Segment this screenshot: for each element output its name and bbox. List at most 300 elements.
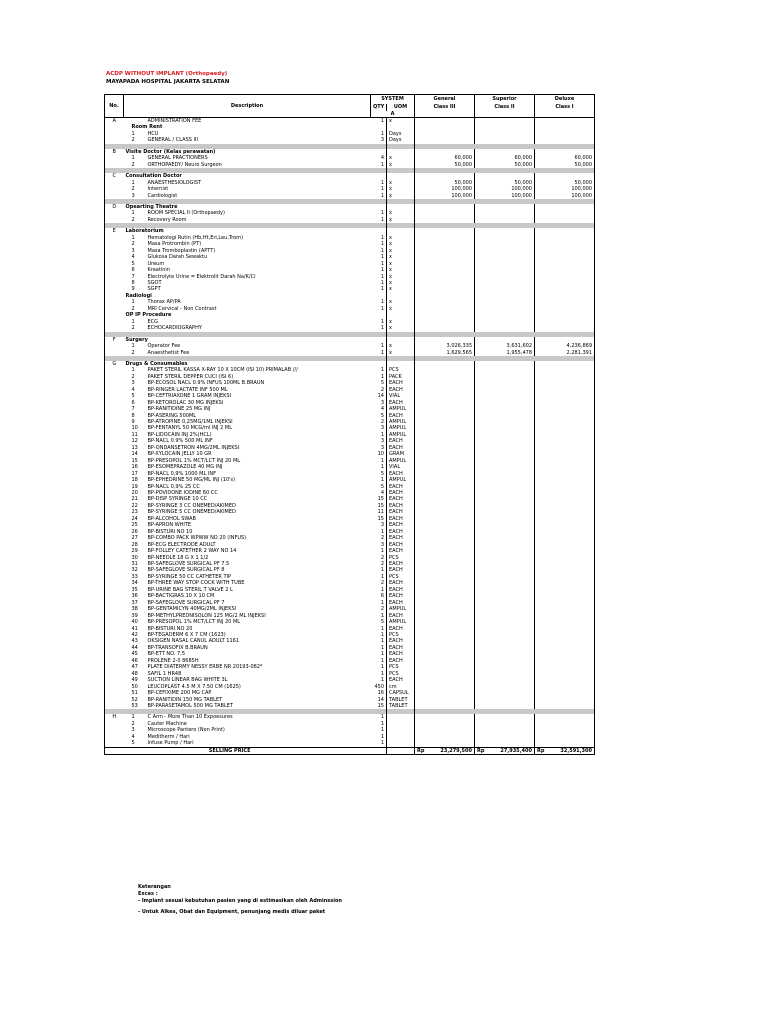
col-deluxe: Deluxe [535, 95, 595, 104]
item-number: 2 [131, 349, 135, 356]
item-number: 44 [131, 644, 138, 651]
item-description: Microscope Pantero (Non Print) [147, 727, 225, 734]
item-number: 16 [131, 464, 138, 471]
item-general: 1,629,565 [446, 349, 472, 356]
item-uom: AMPUL [387, 425, 415, 431]
item-description: BP-XYLOCAIN JELLY 10 GR [147, 451, 212, 458]
item-general: 3,026,335 [446, 343, 472, 350]
item-number: 1 [131, 299, 135, 306]
item-qty: 1 [371, 374, 387, 380]
selling-superior: 27,935,400 [489, 747, 535, 754]
item-description: BP-CEFIXIME 200 MG CAP [147, 690, 212, 697]
item-qty: 1 [371, 367, 387, 373]
item-uom: VIAL [387, 464, 415, 470]
item-uom: EACH [387, 613, 415, 619]
item-uom: EACH [387, 548, 415, 554]
item-uom: EACH [387, 413, 415, 419]
item-qty: 15 [371, 503, 387, 509]
section-letter: H [105, 714, 124, 720]
item-qty: 1 [371, 241, 387, 247]
item-number: 2 [131, 305, 135, 312]
item-number: 10 [131, 425, 138, 432]
item-description: BP-ATROPINE 0,25MG/1ML INJEKSI [147, 419, 233, 426]
item-description: Internist [147, 186, 169, 193]
item-cell [105, 740, 124, 747]
item-uom: EACH [387, 387, 415, 393]
item-qty: 3 [371, 425, 387, 431]
item-uom: x [387, 325, 415, 331]
item-qty: 1 [371, 254, 387, 260]
item-number: 14 [131, 451, 138, 458]
item-superior: 1,955,478 [506, 349, 532, 356]
item-number: 5 [131, 740, 135, 747]
item-uom: EACH [387, 535, 415, 541]
item-description: Masa Tromboplastin (APTT) [147, 247, 216, 254]
item-qty: 1 [371, 210, 387, 216]
item-uom: AMPUL [387, 458, 415, 464]
item-uom: x [387, 248, 415, 254]
item-number: 49 [131, 677, 138, 684]
section-letter: E [105, 228, 124, 234]
notes-excess: Exces : [138, 891, 158, 897]
item-number: 36 [131, 593, 138, 600]
item-uom: EACH [387, 626, 415, 632]
col-system: SYSTEM [371, 95, 415, 104]
item-uom: PCS [387, 671, 415, 677]
item-uom: x [387, 193, 415, 199]
item-uom: EACH [387, 658, 415, 664]
item-qty: 2 [371, 606, 387, 612]
item-number: 9 [131, 419, 135, 426]
item-uom: x [387, 350, 415, 356]
item-qty: 1 [371, 632, 387, 638]
item-number: 1 [131, 210, 135, 217]
item-uom: x [387, 186, 415, 192]
item-uom: GRAM [387, 451, 415, 457]
item-uom: EACH [387, 516, 415, 522]
col-superior: Superior [475, 95, 535, 104]
item-description: BP-ETT NO. 7,5 [147, 651, 186, 658]
item-uom: EACH [387, 600, 415, 606]
item-description: BP-PRESOPOL 1% MCT/LCT INJ 20 ML [147, 619, 241, 626]
item-qty: 1 [371, 548, 387, 554]
item-description: ORTHOPAEDY/ Neuro Surgeon [147, 161, 222, 168]
item-description: MRI Cervical - Non Contrast [147, 305, 217, 312]
item-number: 32 [131, 567, 138, 574]
item-number: 22 [131, 502, 138, 509]
item-description: BP-RANITIDINE 25 MG INJ [147, 406, 211, 413]
item-superior [489, 740, 535, 747]
item-description: ANAESTHESIOLOGIST [147, 179, 202, 186]
item-number: 18 [131, 477, 138, 484]
item-qty: 1 [371, 477, 387, 483]
section-letter: F [105, 337, 124, 343]
cost-table [104, 94, 595, 755]
item-uom: EACH [387, 542, 415, 548]
col-no: No. [105, 95, 124, 118]
item-number: 1 [131, 130, 135, 137]
rp-cell [475, 118, 489, 125]
item-qty: 1 [371, 261, 387, 267]
item-number: 47 [131, 664, 138, 671]
item-description: Infuse Pump / Hari [147, 740, 194, 747]
item-number: 23 [131, 509, 138, 516]
section-letter: A [105, 118, 124, 125]
item-uom: x [387, 217, 415, 223]
item-qty: 1 [371, 319, 387, 325]
item-description: BP-SAFEGLOVE SURGICAL PF 7.5 [147, 561, 230, 567]
item-number: 1 [131, 367, 135, 374]
item-description: PAKET STERIL DEPPER CUCI (ISI 6) [147, 373, 234, 380]
item-description: PLATE DIATERMY NESSY ERBE NR 20193-082* [147, 664, 263, 671]
item-description: BP-NACL 0,9% 1000 ML INF [147, 470, 216, 477]
item-description: PAKET STERIL KASSA X-RAY 10 X 10CM (ISI 10) PRIMALAB /// [147, 367, 298, 374]
item-desc [124, 118, 371, 125]
item-number: 50 [131, 683, 138, 690]
item-superior: 50,000 [514, 179, 532, 186]
sell-blank [105, 747, 371, 754]
item-description: Masa Protrombin (PT) [147, 241, 202, 248]
item-uom: EACH [387, 438, 415, 444]
section-letter: C [105, 173, 124, 179]
item-uom: x [387, 162, 415, 168]
item-uom: EACH [387, 380, 415, 386]
item-number: 35 [131, 586, 138, 593]
item-description: BP-EPHEDRINE 50 MG/ML INJ (10's) [147, 477, 236, 484]
item-uom: cm [387, 684, 415, 690]
item-number: 52 [131, 696, 138, 703]
section-label: Opearting Theatre [125, 203, 178, 210]
rp-cell [535, 740, 549, 747]
item-uom: EACH [387, 522, 415, 528]
item-number: 3 [131, 247, 135, 254]
col-general: General [415, 95, 475, 104]
item-description: BP-BACTIGRAS 10 X 10 CM [147, 593, 215, 600]
item-qty: 1 [371, 740, 387, 747]
item-description: BP-FOLLEY CATETHER 2 WAY NO 14 [147, 548, 237, 555]
item-description: GENERAL PRACTIONERS [147, 155, 208, 162]
item-uom: AMPUL [387, 432, 415, 438]
table-body [105, 118, 595, 755]
item-number: 21 [131, 496, 138, 503]
item-number: 4 [131, 254, 135, 261]
item-qty: 5 [371, 413, 387, 419]
item-uom: x [387, 118, 415, 125]
item-qty: 5 [371, 380, 387, 386]
item-description: BP-URINE BAG STERIL T VALVE 2 L [147, 586, 233, 593]
item-description: Ureum [147, 260, 165, 267]
item-general: 50,000 [454, 161, 472, 168]
item-qty: 3 [371, 438, 387, 444]
item-general [429, 118, 475, 125]
item-qty: 1 [371, 274, 387, 280]
item-qty: 1 [371, 350, 387, 356]
item-qty: 11 [371, 509, 387, 515]
item-qty: 1 [371, 658, 387, 664]
col-class3: Class III [415, 104, 475, 111]
item-number: 1 [131, 318, 135, 325]
section-letter: G [105, 361, 124, 367]
item-qty: 1 [371, 651, 387, 657]
sell-qty [371, 747, 387, 754]
item-description: BP-SAFEGLOVE SURGICAL PF 8 [147, 567, 225, 574]
item-number: 20 [131, 490, 138, 497]
section-label: Surgery [125, 336, 148, 343]
item-uom: PCS [387, 574, 415, 580]
item-description: BP-BISTURI NO 20 [147, 625, 193, 632]
item-qty: 1 [371, 529, 387, 535]
item-number: 43 [131, 638, 138, 645]
item-description: BP-ESOMEPRAZOLE 40 MG INJ [147, 464, 223, 471]
item-number: 13 [131, 444, 138, 451]
item-number: 1 [131, 714, 135, 721]
item-qty: 1 [371, 325, 387, 331]
item-uom: x [387, 155, 415, 161]
item-description: GENERAL / CLASS III [147, 137, 198, 144]
section-label: Laboratorium [125, 228, 164, 235]
item-qty: 1 [371, 671, 387, 677]
item-description: BP-NACL 0,9% 25 CC [147, 483, 200, 490]
col-a: A [371, 111, 415, 118]
item-number: 2 [131, 137, 135, 144]
item-uom: x [387, 319, 415, 325]
item-uom: EACH [387, 645, 415, 651]
item-superior: 100,000 [511, 186, 532, 193]
item-qty: 1 [371, 574, 387, 580]
item-qty: 1 [371, 248, 387, 254]
item-general [429, 740, 475, 747]
item-description: ECG [147, 318, 159, 325]
item-number: 17 [131, 470, 138, 477]
item-number: 8 [131, 279, 135, 286]
item-uom: EACH [387, 677, 415, 683]
item-description: Electrolyte Urine = Elektrolit Darah Na/K/Cl [147, 273, 256, 280]
item-qty: 3 [371, 400, 387, 406]
item-description: Glukosa Darah Sewaktu [147, 254, 208, 261]
item-qty: 2 [371, 387, 387, 393]
item-description: BP-PARASETAMOL 500 MG TABLET [147, 702, 233, 709]
item-qty: 2 [371, 419, 387, 425]
item-uom: EACH [387, 471, 415, 477]
item-superior: 3,631,602 [506, 343, 532, 350]
item-number: 1 [131, 155, 135, 162]
item-qty: 1 [371, 458, 387, 464]
selling-price-row [105, 747, 595, 754]
item-uom: x [387, 280, 415, 286]
item-uom: Days [387, 131, 415, 137]
item-description: BP-ALCOHOL SWAB [147, 515, 196, 522]
item-uom: Days [387, 137, 415, 143]
item-description: SUCTION LINEAR BAG WHITE 3L [147, 677, 228, 684]
item-deluxe: 2,281,391 [549, 350, 595, 356]
item-number: 39 [131, 612, 138, 619]
item-description: BP-RINGER LACTATE INF 500 ML [147, 386, 228, 393]
item-qty: 1 [371, 626, 387, 632]
item-number: 25 [131, 522, 138, 529]
item-uom: TABLET [387, 703, 415, 709]
item-uom: TABLET [387, 697, 415, 703]
item-number: 3 [131, 727, 135, 734]
item-description: HCU [147, 130, 159, 137]
item-qty: 1 [371, 464, 387, 470]
item-qty: 1 [371, 235, 387, 241]
item-general: 100,000 [451, 186, 472, 193]
item-description: BP-SYRINGE 50 CC CATHETER TIP [147, 573, 232, 580]
item-description: Cardiologist [147, 192, 178, 199]
item-qty: 1 [371, 645, 387, 651]
item-number: 12 [131, 438, 138, 445]
item-uom: x [387, 267, 415, 273]
section-label: Visite Doctor (Kelas perawatan) [125, 148, 216, 155]
item-qty: 4 [371, 406, 387, 412]
item-number: 30 [131, 554, 138, 561]
item-description: PROLENE 2-0 8685H [147, 657, 199, 664]
item-uom: EACH [387, 509, 415, 515]
item-number: 15 [131, 457, 138, 464]
item-uom: x [387, 241, 415, 247]
item-description: BP-SAFEGLOVE SURGICAL PF 7 [147, 599, 225, 606]
item-number: 8 [131, 412, 135, 419]
item-description: SGPT [147, 286, 161, 293]
item-description: C Arm - More Than 10 Expoesures [147, 714, 233, 721]
table-row [105, 740, 595, 747]
item-description: BP-RANITIDIN 150 MG TABLET [147, 696, 223, 703]
item-qty: 1 [371, 613, 387, 619]
item-number: 41 [131, 625, 138, 632]
item-qty: 1 [371, 664, 387, 670]
item-description: SAFIL 1 HR48 [147, 670, 182, 677]
item-uom: PCS [387, 632, 415, 638]
item-number: 48 [131, 670, 138, 677]
item-description: BP-LIDOCAIN INJ 2%(HCL) [147, 431, 212, 438]
item-general: 50,000 [454, 179, 472, 186]
item-number: 24 [131, 515, 138, 522]
item-uom: x [387, 210, 415, 216]
item-number: 1 [131, 234, 135, 241]
item-description: BP-NACL 0.9% 500 ML INF [147, 438, 213, 445]
item-number: 33 [131, 573, 138, 580]
item-number: 42 [131, 631, 138, 638]
item-uom: EACH [387, 587, 415, 593]
item-uom: x [387, 306, 415, 312]
item-uom: AMPUL [387, 606, 415, 612]
item-number: 29 [131, 548, 138, 555]
item-description: BP-CEFTRIAXONE 1 GRAM INJEKSI [147, 393, 232, 400]
item-deluxe: 4,236,869 [549, 343, 595, 349]
item-number: 5 [131, 393, 135, 400]
item-qty: 14 [371, 697, 387, 703]
item-qty: 1 [371, 118, 387, 125]
item-uom: EACH [387, 651, 415, 657]
item-deluxe [549, 740, 595, 747]
item-number: 27 [131, 535, 138, 542]
item-uom: x [387, 274, 415, 280]
item-number: 2 [131, 241, 135, 248]
item-description: Recovery Room [147, 216, 187, 223]
item-qty: 15 [371, 496, 387, 502]
item-qty: 2 [371, 535, 387, 541]
item-general: 100,000 [451, 192, 472, 199]
rp-label: Rp [535, 747, 549, 754]
item-uom: AMPUL [387, 406, 415, 412]
item-description: BP-ONDANSETRON 4MG/2ML INJEKSI [147, 444, 240, 451]
item-number: 7 [131, 406, 135, 413]
doc-title-hospital: MAYAPADA HOSPITAL JAKARTA SELATAN [106, 79, 230, 85]
item-qty: 1 [371, 280, 387, 286]
rp-cell [415, 118, 429, 125]
item-qty: 5 [371, 471, 387, 477]
selling-general: 23,279,500 [429, 747, 475, 754]
item-deluxe: 50,000 [549, 162, 595, 168]
item-number: 3 [131, 380, 135, 387]
item-description: Operator Fee [147, 343, 181, 350]
item-uom: x [387, 254, 415, 260]
item-qty: 1 [371, 714, 387, 720]
item-qty: 1 [371, 180, 387, 186]
item-superior [489, 118, 535, 125]
item-qty: 1 [371, 432, 387, 438]
section-label: Drugs & Consumables [125, 360, 188, 367]
item-number: 3 [131, 192, 135, 199]
item-uom: EACH [387, 567, 415, 573]
item-description: BP-ECOSOL NACL 0.9% INFUS 100ML B.BRAUN [147, 380, 265, 387]
item-number: 1 [131, 343, 135, 350]
item-qty: 4 [371, 490, 387, 496]
item-qty: 5 [371, 484, 387, 490]
item-uom: AMPUL [387, 619, 415, 625]
selling-price-label: SELLING PRICE [208, 747, 251, 754]
item-description: BP-POVIDONE IODINE 60 CC [147, 490, 218, 497]
rp-label: Rp [475, 747, 489, 754]
item-description: Room Rent [131, 124, 163, 131]
item-qty: 1 [371, 131, 387, 137]
item-qty: 1 [371, 734, 387, 740]
item-deluxe [549, 118, 595, 125]
item-qty: 1 [371, 193, 387, 199]
item-qty: 4 [371, 155, 387, 161]
item-description: BP-PRESOPOL 1% MCT/LCT INJ 20 ML [147, 457, 241, 464]
col-class2: Class II [475, 104, 535, 111]
item-deluxe: 50,000 [549, 180, 595, 186]
item-description: BP-THREE WAY STOP COCK WITH TUBE [147, 580, 245, 587]
item-number: 2 [131, 216, 135, 223]
item-number: 9 [131, 286, 135, 293]
item-qty: 15 [371, 703, 387, 709]
item-description: BP-ECG ELECTRODE ADULT [147, 541, 216, 548]
item-description: BP-SYRINGE 3 CC ONEMED/AKIMED [147, 502, 236, 509]
item-qty: 15 [371, 516, 387, 522]
item-uom: EACH [387, 490, 415, 496]
section-letter: D [105, 204, 124, 210]
item-superior: 60,000 [514, 155, 532, 162]
item-description: ECHOCARDIOGRAPHY [147, 325, 202, 332]
item-qty: 3 [371, 137, 387, 143]
item-number: 2 [131, 325, 135, 332]
item-uom [387, 740, 415, 747]
item-description: SGOT [147, 279, 162, 286]
item-description: BP-BISTURI NO 10 [147, 528, 193, 535]
rp-cell [475, 740, 489, 747]
item-qty: 1 [371, 567, 387, 573]
item-deluxe: 100,000 [549, 193, 595, 199]
item-qty: 2 [371, 580, 387, 586]
item-uom: EACH [387, 484, 415, 490]
item-description: Meditherm / Hari [147, 733, 190, 740]
item-description: BP-ASERING 500ML [147, 412, 197, 419]
item-description: OP IP Procedure [125, 312, 172, 319]
section-label: Consultation Doctor [125, 173, 182, 180]
doc-title-red: ACDP WITHOUT IMPLANT (Orthopaedy) [106, 71, 228, 77]
